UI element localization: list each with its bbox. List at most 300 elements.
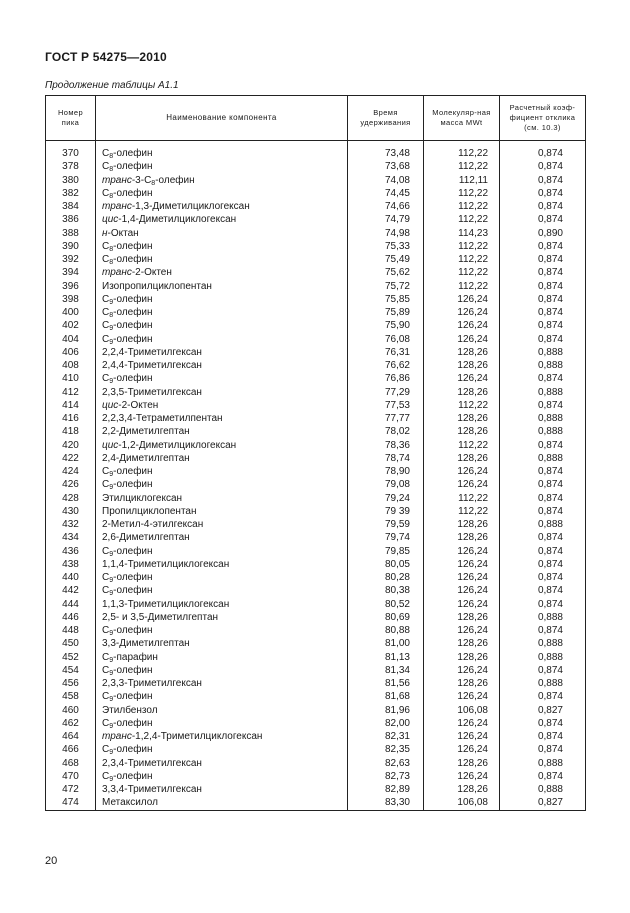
name-segment: -олефин — [113, 254, 153, 265]
molecular-mass-cell: 112,22 — [424, 253, 500, 266]
response-factor-cell: 0,888 — [500, 518, 586, 531]
response-factor-cell: 0,874 — [500, 465, 586, 478]
molecular-mass-cell: 128,26 — [424, 386, 500, 399]
peak-number-cell: 420 — [46, 439, 96, 452]
component-name-cell — [96, 730, 348, 743]
name-segment: -олефин — [113, 717, 153, 729]
molecular-mass-cell: 126,24 — [424, 598, 500, 611]
peak-number-cell: 394 — [46, 266, 96, 279]
name-subscript: 8 — [109, 153, 114, 160]
name-segment: -2-Октен — [131, 267, 172, 279]
component-name-cell — [96, 359, 348, 372]
table-row — [46, 690, 586, 703]
molecular-mass-cell: 126,24 — [424, 319, 500, 332]
retention-time-cell: 79,85 — [348, 545, 424, 558]
name-segment: -1,3-Диметилциклогексан — [131, 201, 250, 212]
response-factor-cell: 0,888 — [500, 425, 586, 438]
table-row — [46, 545, 586, 558]
retention-time-cell: 78,02 — [348, 425, 424, 438]
molecular-mass-cell: 126,24 — [424, 770, 500, 783]
component-name-cell — [96, 505, 348, 518]
component-name-cell — [96, 492, 348, 505]
retention-time-cell: 81,68 — [348, 690, 424, 703]
peak-number-cell: 380 — [46, 174, 96, 187]
name-segment: С — [102, 187, 110, 199]
name-subscript: 9 — [109, 550, 114, 558]
component-name-cell — [96, 518, 348, 531]
name-segment: -3-С — [131, 174, 152, 186]
response-factor-cell: 0,874 — [500, 717, 586, 730]
peak-number-cell: 400 — [46, 306, 96, 319]
name-subscript: 9 — [109, 656, 114, 664]
table-row — [46, 160, 586, 173]
molecular-mass-cell: 106,08 — [424, 796, 500, 810]
component-name-cell — [96, 796, 348, 810]
name-segment: 3,3,4-Триметилгексан — [102, 784, 202, 795]
response-factor-cell: 0,890 — [500, 227, 586, 240]
retention-time-cell: 80,88 — [348, 624, 424, 637]
name-segment: -1,2-Диметилциклогексан — [118, 439, 237, 451]
molecular-mass-cell: 126,24 — [424, 372, 500, 385]
table-row — [46, 346, 586, 359]
molecular-mass-cell: 112,22 — [424, 147, 500, 160]
component-name-cell — [96, 611, 348, 624]
table-row — [46, 492, 586, 505]
peak-number-cell: 434 — [46, 531, 96, 544]
table-row — [46, 439, 586, 452]
molecular-mass-cell: 112,22 — [424, 213, 500, 226]
peak-number-cell: 414 — [46, 399, 96, 412]
peak-number-cell: 386 — [46, 213, 96, 226]
name-segment: С — [102, 770, 110, 782]
molecular-mass-cell: 126,24 — [424, 306, 500, 319]
name-segment: Этилциклогексан — [102, 492, 183, 504]
retention-time-cell: 81,00 — [348, 637, 424, 650]
table-row — [46, 333, 586, 346]
peak-number-cell: 396 — [46, 280, 96, 293]
retention-time-cell: 82,63 — [348, 757, 424, 770]
name-segment: 2,2,4-Триметилгексан — [102, 346, 202, 358]
response-factor-cell: 0,874 — [500, 240, 586, 253]
response-factor-cell: 0,874 — [500, 492, 586, 505]
retention-time-cell: 79,59 — [348, 518, 424, 531]
retention-time-cell: 82,73 — [348, 770, 424, 783]
table-row — [46, 518, 586, 531]
peak-number-cell: 450 — [46, 637, 96, 650]
retention-time-cell: 74,08 — [348, 174, 424, 187]
component-name-cell — [96, 266, 348, 279]
peak-number-cell: 454 — [46, 664, 96, 677]
response-factor-cell: 0,827 — [500, 796, 586, 810]
component-name-cell — [96, 677, 348, 690]
name-subscript: 9 — [109, 577, 114, 584]
name-subscript: 9 — [109, 696, 114, 704]
name-segment: С — [102, 254, 110, 265]
header-peak-number: Номер пика — [46, 96, 96, 141]
response-factor-cell: 0,888 — [500, 452, 586, 465]
retention-time-cell: 79,24 — [348, 492, 424, 505]
name-segment: С — [102, 161, 110, 173]
name-segment: Этилбензол — [102, 704, 158, 716]
response-factor-cell: 0,888 — [500, 412, 586, 425]
molecular-mass-cell: 128,26 — [424, 359, 500, 372]
name-segment: -олефин — [113, 320, 153, 332]
name-italic-prefix: цис — [102, 439, 119, 451]
retention-time-cell: 81,13 — [348, 651, 424, 664]
molecular-mass-cell: 126,24 — [424, 717, 500, 730]
retention-time-cell: 75,85 — [348, 293, 424, 306]
response-factor-cell: 0,874 — [500, 558, 586, 571]
response-factor-cell: 0,888 — [500, 783, 586, 796]
response-factor-cell: 0,888 — [500, 651, 586, 664]
component-name-cell — [96, 386, 348, 399]
molecular-mass-cell: 128,26 — [424, 412, 500, 425]
name-subscript: 9 — [109, 590, 114, 598]
molecular-mass-cell: 128,26 — [424, 611, 500, 624]
table-row — [46, 174, 586, 187]
peak-number-cell: 446 — [46, 611, 96, 624]
response-factor-cell: 0,874 — [500, 187, 586, 200]
table-row — [46, 280, 586, 293]
response-factor-cell: 0,874 — [500, 372, 586, 385]
molecular-mass-cell: 128,26 — [424, 452, 500, 465]
name-subscript: 8 — [109, 259, 114, 266]
name-subscript: 8 — [109, 312, 114, 319]
component-name-cell — [96, 690, 348, 703]
peak-number-cell: 384 — [46, 200, 96, 213]
name-segment: -олефин — [155, 174, 195, 186]
molecular-mass-cell: 126,24 — [424, 478, 500, 491]
response-factor-cell: 0,874 — [500, 280, 586, 293]
component-name-cell — [96, 399, 348, 412]
retention-time-cell: 79,74 — [348, 531, 424, 544]
table-row — [46, 664, 586, 677]
name-subscript: 9 — [109, 484, 114, 492]
retention-time-cell: 78,74 — [348, 452, 424, 465]
peak-number-cell: 452 — [46, 651, 96, 664]
component-name-cell — [96, 545, 348, 558]
retention-time-cell: 80,05 — [348, 558, 424, 571]
component-name-cell — [96, 531, 348, 544]
name-segment: -олефин — [113, 691, 153, 703]
name-subscript: 9 — [109, 775, 114, 783]
peak-number-cell: 436 — [46, 545, 96, 558]
response-factor-cell: 0,888 — [500, 386, 586, 399]
component-name-cell — [96, 651, 348, 664]
retention-time-cell: 82,89 — [348, 783, 424, 796]
component-name-cell — [96, 240, 348, 253]
table-row — [46, 770, 586, 783]
component-name-cell — [96, 584, 348, 597]
component-name-cell — [96, 253, 348, 266]
molecular-mass-cell: 114,23 — [424, 227, 500, 240]
peak-number-cell: 382 — [46, 187, 96, 200]
response-factor-cell: 0,874 — [500, 624, 586, 637]
response-factor-cell: 0,874 — [500, 147, 586, 160]
name-segment: 2,2,3,4-Тетраметилпентан — [102, 413, 223, 424]
peak-number-cell: 462 — [46, 717, 96, 730]
component-name-cell — [96, 425, 348, 438]
response-factor-cell: 0,874 — [500, 174, 586, 187]
retention-time-cell: 75,49 — [348, 253, 424, 266]
name-segment: С — [102, 293, 110, 305]
peak-number-cell: 474 — [46, 796, 96, 810]
component-name-cell — [96, 174, 348, 187]
name-segment: 2,5- и 3,5-Диметилгептан — [102, 611, 219, 623]
component-name-cell — [96, 200, 348, 213]
name-segment: С — [102, 717, 110, 729]
molecular-mass-cell: 126,24 — [424, 743, 500, 756]
header-molecular-mass: Молекуляр-ная масса MWt — [424, 96, 500, 141]
molecular-mass-cell: 126,24 — [424, 730, 500, 743]
table-row — [46, 240, 586, 253]
table-row — [46, 147, 586, 160]
name-segment: -олефин — [113, 585, 153, 597]
name-segment: -2-Октен — [118, 399, 159, 411]
response-factor-cell: 0,874 — [500, 293, 586, 306]
retention-time-cell: 80,69 — [348, 611, 424, 624]
name-segment: С — [102, 625, 110, 636]
header-retention-time: Время удерживания — [348, 96, 424, 141]
peak-number-cell: 460 — [46, 704, 96, 717]
component-name-cell — [96, 333, 348, 346]
response-factor-cell: 0,888 — [500, 637, 586, 650]
table-row — [46, 465, 586, 478]
table-row — [46, 651, 586, 664]
retention-time-cell: 82,31 — [348, 730, 424, 743]
retention-time-cell: 74,45 — [348, 187, 424, 200]
retention-time-cell: 81,56 — [348, 677, 424, 690]
response-factor-cell: 0,874 — [500, 266, 586, 279]
retention-time-cell: 79 39 — [348, 505, 424, 518]
molecular-mass-cell: 112,22 — [424, 505, 500, 518]
name-segment: 2,3,3-Триметилгексан — [102, 678, 202, 689]
response-factor-cell: 0,874 — [500, 213, 586, 226]
component-name-cell — [96, 452, 348, 465]
response-factor-cell: 0,888 — [500, 757, 586, 770]
table-row — [46, 187, 586, 200]
retention-time-cell: 76,62 — [348, 359, 424, 372]
name-italic-prefix: цис — [102, 214, 119, 226]
data-table — [45, 95, 586, 811]
name-segment: Пропилциклопентан — [102, 505, 197, 517]
peak-number-cell: 432 — [46, 518, 96, 531]
document-header: ГОСТ Р 54275—2010 — [45, 50, 167, 64]
name-segment: -олефин — [113, 744, 153, 756]
peak-number-cell: 430 — [46, 505, 96, 518]
name-subscript: 9 — [109, 378, 114, 386]
component-name-cell — [96, 412, 348, 425]
retention-time-cell: 80,38 — [348, 584, 424, 597]
name-segment: С — [102, 691, 110, 703]
peak-number-cell: 402 — [46, 319, 96, 332]
page-number: 20 — [45, 855, 58, 867]
name-segment: С — [102, 466, 110, 477]
component-name-cell — [96, 664, 348, 677]
response-factor-cell: 0,874 — [500, 505, 586, 518]
name-segment: -олефин — [113, 240, 153, 252]
component-name-cell — [96, 704, 348, 717]
response-factor-cell: 0,874 — [500, 399, 586, 412]
response-factor-cell: 0,874 — [500, 584, 586, 597]
name-italic-prefix: н — [102, 227, 108, 239]
name-segment: -1,4-Диметилциклогексан — [118, 214, 237, 226]
component-name-cell — [96, 558, 348, 571]
response-factor-cell: 0,874 — [500, 664, 586, 677]
name-segment: 1,1,4-Триметилциклогексан — [102, 558, 230, 570]
component-name-cell — [96, 571, 348, 584]
name-segment: -Октан — [107, 227, 139, 239]
name-segment: С — [102, 148, 110, 159]
component-name-cell — [96, 346, 348, 359]
molecular-mass-cell: 128,26 — [424, 518, 500, 531]
header-component-name: Наименование компонента — [96, 96, 348, 141]
name-subscript: 9 — [109, 471, 114, 478]
peak-number-cell: 418 — [46, 425, 96, 438]
response-factor-cell: 0,874 — [500, 690, 586, 703]
response-factor-cell: 0,888 — [500, 359, 586, 372]
response-factor-cell: 0,888 — [500, 611, 586, 624]
retention-time-cell: 76,31 — [348, 346, 424, 359]
retention-time-cell: 75,72 — [348, 280, 424, 293]
name-italic-prefix: цис — [102, 399, 119, 411]
table-row — [46, 425, 586, 438]
name-segment: 2,3,5-Триметилгексан — [102, 386, 202, 398]
name-segment: -олефин — [113, 770, 153, 782]
name-subscript: 9 — [109, 630, 114, 637]
peak-number-cell: 448 — [46, 624, 96, 637]
retention-time-cell: 81,96 — [348, 704, 424, 717]
name-segment: -олефин — [113, 293, 153, 305]
name-subscript: 8 — [109, 245, 114, 253]
molecular-mass-cell: 128,26 — [424, 425, 500, 438]
name-italic-prefix: транс — [102, 731, 132, 742]
peak-number-cell: 438 — [46, 558, 96, 571]
peak-number-cell: 426 — [46, 478, 96, 491]
component-name-cell — [96, 637, 348, 650]
table-row — [46, 253, 586, 266]
header-response-factor: Расчетный коэф-фициент отклика (см. 10.3) — [500, 96, 586, 141]
name-italic-prefix: транс — [102, 174, 132, 186]
name-subscript: 9 — [109, 669, 114, 677]
molecular-mass-cell: 126,24 — [424, 545, 500, 558]
name-subscript: 9 — [109, 722, 114, 730]
name-segment: С — [102, 373, 110, 385]
molecular-mass-cell: 112,22 — [424, 280, 500, 293]
peak-number-cell: 404 — [46, 333, 96, 346]
peak-number-cell: 444 — [46, 598, 96, 611]
table-row — [46, 386, 586, 399]
table-row — [46, 743, 586, 756]
name-segment: 2,4,4-Триметилгексан — [102, 360, 202, 371]
response-factor-cell: 0,874 — [500, 200, 586, 213]
name-subscript: 9 — [109, 298, 114, 306]
molecular-mass-cell: 128,26 — [424, 757, 500, 770]
peak-number-cell: 464 — [46, 730, 96, 743]
peak-number-cell: 470 — [46, 770, 96, 783]
name-subscript: 8 — [151, 179, 156, 187]
molecular-mass-cell: 112,22 — [424, 266, 500, 279]
response-factor-cell: 0,874 — [500, 160, 586, 173]
component-name-cell — [96, 319, 348, 332]
peak-number-cell: 442 — [46, 584, 96, 597]
molecular-mass-cell: 126,24 — [424, 293, 500, 306]
name-segment: Изопропилциклопентан — [102, 280, 212, 292]
component-name-cell — [96, 465, 348, 478]
name-italic-prefix: транс — [102, 201, 132, 212]
component-name-cell — [96, 717, 348, 730]
name-segment: 1,1,3-Триметилциклогексан — [102, 598, 230, 610]
name-segment: 2,4-Диметилгептан — [102, 452, 190, 464]
name-segment: С — [102, 651, 110, 663]
name-subscript: 8 — [109, 166, 114, 174]
retention-time-cell: 75,62 — [348, 266, 424, 279]
name-segment: 2,3,4-Триметилгексан — [102, 757, 202, 769]
name-subscript: 9 — [109, 325, 114, 333]
table-row — [46, 796, 586, 810]
name-segment: -олефин — [113, 187, 153, 199]
name-segment: С — [102, 240, 110, 252]
component-name-cell — [96, 293, 348, 306]
component-name-cell — [96, 770, 348, 783]
name-segment: -олефин — [113, 161, 153, 173]
retention-time-cell: 76,08 — [348, 333, 424, 346]
response-factor-cell: 0,874 — [500, 770, 586, 783]
table-row — [46, 783, 586, 796]
molecular-mass-cell: 112,22 — [424, 439, 500, 452]
retention-time-cell: 80,52 — [348, 598, 424, 611]
response-factor-cell: 0,874 — [500, 253, 586, 266]
name-segment: 2,6-Диметилгептан — [102, 532, 190, 544]
name-segment: -1,2,4-Триметилциклогексан — [131, 731, 263, 742]
component-name-cell — [96, 306, 348, 319]
retention-time-cell: 83,30 — [348, 796, 424, 810]
table-row — [46, 704, 586, 717]
peak-number-cell: 370 — [46, 147, 96, 160]
response-factor-cell: 0,874 — [500, 319, 586, 332]
table-row — [46, 505, 586, 518]
retention-time-cell: 75,89 — [348, 306, 424, 319]
component-name-cell — [96, 227, 348, 240]
molecular-mass-cell: 112,22 — [424, 492, 500, 505]
peak-number-cell: 406 — [46, 346, 96, 359]
name-italic-prefix: транс — [102, 267, 132, 279]
component-name-cell — [96, 147, 348, 160]
table-row — [46, 293, 586, 306]
molecular-mass-cell: 128,26 — [424, 346, 500, 359]
component-name-cell — [96, 280, 348, 293]
molecular-mass-cell: 126,24 — [424, 584, 500, 597]
component-name-cell — [96, 624, 348, 637]
table-row — [46, 757, 586, 770]
retention-time-cell: 75,90 — [348, 319, 424, 332]
response-factor-cell: 0,874 — [500, 531, 586, 544]
peak-number-cell: 428 — [46, 492, 96, 505]
table-header — [46, 96, 586, 141]
response-factor-cell: 0,874 — [500, 598, 586, 611]
table-row — [46, 200, 586, 213]
table-row — [46, 306, 586, 319]
peak-number-cell: 466 — [46, 743, 96, 756]
table-caption: Продолжение таблицы А1.1 — [45, 80, 179, 91]
table-row — [46, 611, 586, 624]
table-row — [46, 624, 586, 637]
peak-number-cell: 412 — [46, 386, 96, 399]
molecular-mass-cell: 126,24 — [424, 571, 500, 584]
retention-time-cell: 81,34 — [348, 664, 424, 677]
molecular-mass-cell: 126,24 — [424, 465, 500, 478]
peak-number-cell: 388 — [46, 227, 96, 240]
